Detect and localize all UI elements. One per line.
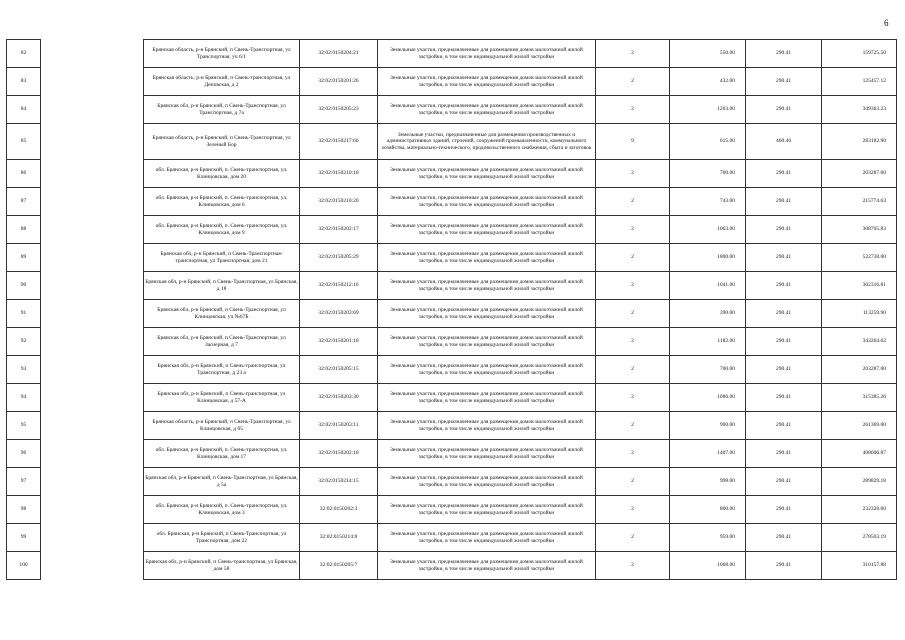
group-cell: 2 — [596, 412, 670, 440]
cadastral-value-cell: 310157.88 — [822, 552, 897, 580]
table-row — [7, 300, 897, 328]
row-number-cell: 94 — [7, 384, 41, 412]
cadastral-value-cell: 278503.19 — [822, 524, 897, 552]
address-cell: Брянская область, р-н Брянский, п Свень-Транспортная, ул Транспортная, уч 6/1 — [144, 40, 300, 68]
address-cell: Брянская обл, р-н Брянский, п Свень-транспортная, ул Клинцовская, д 57-А — [144, 384, 300, 412]
spacer-cell — [41, 552, 144, 580]
address-cell: Брянская обл, р-н Брянский, п Свень-Транспортная, ул Брянская, д 18 — [144, 272, 300, 300]
cadastral-value-cell: 302316.81 — [822, 272, 897, 300]
rate-cell: 290.41 — [746, 356, 822, 384]
spacer-cell — [41, 272, 144, 300]
spacer-cell — [41, 160, 144, 188]
group-cell: 2 — [596, 272, 670, 300]
group-cell: 2 — [596, 96, 670, 124]
cadastral-number-cell: 32:02:0150212:16 — [300, 272, 378, 300]
land-category-cell: Земельные участки, предназначенные для размещения домов малоэтажной жилой застройки, в том числе индивидуальной жилой застройки — [378, 384, 596, 412]
cadastral-value-cell: 203287.00 — [822, 356, 897, 384]
table-row — [7, 160, 897, 188]
row-number-cell: 85 — [7, 124, 41, 160]
address-cell: Брянская обл, р-н Брянский, п Свень-транспортная, ул Транспортная, д 23 а — [144, 356, 300, 384]
rate-cell: 290.41 — [746, 496, 822, 524]
row-number-cell: 99 — [7, 524, 41, 552]
address-cell: обл. Брянская, р-н Брянский, п. Свень-транспортная, ул. Клинцовская, дом 6 — [144, 188, 300, 216]
land-category-cell: Земельные участки, предназначенные для размещения домов малоэтажной жилой застройки, в том числе индивидуальной жилой застройки — [378, 96, 596, 124]
row-number-cell: 86 — [7, 160, 41, 188]
cadastral-number-cell: 32:02:0150204:21 — [300, 40, 378, 68]
area-cell: 743.00 — [670, 188, 746, 216]
rate-cell: 290.41 — [746, 160, 822, 188]
area-cell: 615.00 — [670, 124, 746, 160]
table-row — [7, 440, 897, 468]
table-row — [7, 496, 897, 524]
rate-cell: 290.41 — [746, 96, 822, 124]
rate-cell: 290.41 — [746, 468, 822, 496]
group-cell: 2 — [596, 496, 670, 524]
area-cell: 390.00 — [670, 300, 746, 328]
group-cell: 2 — [596, 440, 670, 468]
row-number-cell: 93 — [7, 356, 41, 384]
land-category-cell: Земельные участки, предназначенные для размещения домов малоэтажной жилой застройки, в том числе индивидуальной жилой застройки — [378, 412, 596, 440]
area-cell: 700.00 — [670, 356, 746, 384]
row-number-cell: 96 — [7, 440, 41, 468]
land-category-cell: Земельные участки, предназначенные для размещения домов малоэтажной жилой застройки, в том числе индивидуальной жилой застройки — [378, 468, 596, 496]
rate-cell: 290.41 — [746, 440, 822, 468]
rate-cell: 290.41 — [746, 412, 822, 440]
cadastral-number-cell: 32:02:0150202:17 — [300, 216, 378, 244]
group-cell: 2 — [596, 328, 670, 356]
group-cell: 2 — [596, 160, 670, 188]
row-number-cell: 82 — [7, 40, 41, 68]
cadastral-number-cell: 32:02:0150217:66 — [300, 124, 378, 160]
rate-cell: 460.46 — [746, 124, 822, 160]
rate-cell: 290.41 — [746, 216, 822, 244]
spacer-cell — [41, 356, 144, 384]
table-row — [7, 272, 897, 300]
table-row — [7, 524, 897, 552]
rate-cell: 290.41 — [746, 40, 822, 68]
address-cell: обл. Брянская, р-н Брянский, п. Свень-транспортная, ул. Клинцовская, дом 9 — [144, 216, 300, 244]
address-cell: Брянская обл, р-н Брянский, п Свень-Транспортная, ул Клинцовская, уч №67Б — [144, 300, 300, 328]
spacer-cell — [41, 440, 144, 468]
table-row — [7, 468, 897, 496]
row-number-cell: 83 — [7, 68, 41, 96]
area-cell: 550.00 — [670, 40, 746, 68]
land-category-cell: Земельные участки, предназначенные для размещения домов малоэтажной жилой застройки, в том числе индивидуальной жилой застройки — [378, 440, 596, 468]
cadastral-value-cell: 113259.90 — [822, 300, 897, 328]
area-cell: 1203.00 — [670, 96, 746, 124]
group-cell: 2 — [596, 356, 670, 384]
cadastral-value-cell: 308705.83 — [822, 216, 897, 244]
land-category-cell: Земельные участки, предназначенные для размещения домов малоэтажной жилой застройки, в том числе индивидуальной жилой застройки — [378, 160, 596, 188]
group-cell: 2 — [596, 468, 670, 496]
cadastral-number-cell: 32:02:0150210:20 — [300, 188, 378, 216]
table-body — [7, 40, 897, 580]
spacer-cell — [41, 496, 144, 524]
row-number-cell: 88 — [7, 216, 41, 244]
table-row — [7, 384, 897, 412]
cadastral-number-cell: 32:02:0150210:18 — [300, 160, 378, 188]
cadastral-value-cell: 289829.18 — [822, 468, 897, 496]
row-number-cell: 87 — [7, 188, 41, 216]
cadastral-value-cell: 215774.63 — [822, 188, 897, 216]
address-cell: Брянская обл, р-н Брянский, п Свень-Транспортная-транспортная, ул Транспортная, дом 21 — [144, 244, 300, 272]
rate-cell: 290.41 — [746, 300, 822, 328]
row-number-cell: 100 — [7, 552, 41, 580]
cadastral-number-cell: 32:02:0150201:26 — [300, 68, 378, 96]
area-cell: 1407.00 — [670, 440, 746, 468]
cadastral-number-cell: 32:02:0150203:30 — [300, 384, 378, 412]
address-cell: Брянская обл, р-н Брянский, п Свень-Транспортная, ул Транспортная, д 7а — [144, 96, 300, 124]
land-category-cell: Земельные участки, предназначенные для размещения домов малоэтажной жилой застройки, в том числе индивидуальной жилой застройки — [378, 356, 596, 384]
cadastral-value-cell: 159725.50 — [822, 40, 897, 68]
spacer-cell — [41, 384, 144, 412]
address-cell: Брянская обл, р-н Брянский, п Свень-транспортная, ул Брянская, дом 58 — [144, 552, 300, 580]
address-cell: Брянская обл, р-н Брянский, п Свень-Транспортная, ул Заозерная, д 7 — [144, 328, 300, 356]
table-row — [7, 216, 897, 244]
group-cell: 2 — [596, 384, 670, 412]
rate-cell: 290.41 — [746, 188, 822, 216]
cadastral-number-cell: 32:02:0150202:3 — [300, 496, 378, 524]
cadastral-number-cell: 32:02:0150202:18 — [300, 440, 378, 468]
cadastral-value-cell: 522738.00 — [822, 244, 897, 272]
cadastral-value-cell: 349363.23 — [822, 96, 897, 124]
cadastral-number-cell: 32:02:0150205:15 — [300, 356, 378, 384]
address-cell: обл. Брянская, р-н Брянский, п. Свень-транспортная, ул. Клинцовская, дом 3 — [144, 496, 300, 524]
cadastral-value-cell: 125457.12 — [822, 68, 897, 96]
land-category-cell: Земельные участки, предназначенные для размещения домов малоэтажной жилой застройки, в том числе индивидуальной жилой застройки — [378, 244, 596, 272]
row-number-cell: 92 — [7, 328, 41, 356]
rate-cell: 290.41 — [746, 272, 822, 300]
cadastral-value-cell: 203287.00 — [822, 160, 897, 188]
area-cell: 1182.00 — [670, 328, 746, 356]
address-cell: обл. Брянская, р-н Брянский, п. Свень-транспортная, ул. Клинцовская, дом 17 — [144, 440, 300, 468]
address-cell: Брянская область, р-н Брянский, п Свень-Транспортная, ул Клинцовская, д 65 — [144, 412, 300, 440]
rate-cell: 290.41 — [746, 244, 822, 272]
land-category-cell: Земельные участки, предназначенные для размещения производственных и административных зданий, строений, сооружений промышленности, коммунального хозяйства, материально-технического, продовольственного снабжения, сбыта и заготовок — [378, 124, 596, 160]
land-category-cell: Земельные участки, предназначенные для размещения домов малоэтажной жилой застройки, в том числе индивидуальной жилой застройки — [378, 216, 596, 244]
table-row — [7, 244, 897, 272]
cadastral-value-cell: 408606.87 — [822, 440, 897, 468]
row-number-cell: 90 — [7, 272, 41, 300]
address-cell: обл. Брянская, р-н Брянский, п. Свень-транспортная, ул. Клинцовская, дом 20 — [144, 160, 300, 188]
cadastral-value-cell: 283182.90 — [822, 124, 897, 160]
rate-cell: 290.41 — [746, 552, 822, 580]
land-category-cell: Земельные участки, предназначенные для размещения домов малоэтажной жилой застройки, в том числе индивидуальной жилой застройки — [378, 300, 596, 328]
area-cell: 800.00 — [670, 496, 746, 524]
rate-cell: 290.41 — [746, 328, 822, 356]
spacer-cell — [41, 216, 144, 244]
group-cell: 2 — [596, 40, 670, 68]
row-number-cell: 89 — [7, 244, 41, 272]
group-cell: 2 — [596, 68, 670, 96]
land-category-cell: Земельные участки, предназначенные для размещения домов малоэтажной жилой застройки, в том числе индивидуальной жилой застройки — [378, 552, 596, 580]
table-row — [7, 68, 897, 96]
spacer-cell — [41, 188, 144, 216]
land-category-cell: Земельные участки, предназначенные для размещения домов малоэтажной жилой застройки, в том числе индивидуальной жилой застройки — [378, 188, 596, 216]
table-row — [7, 328, 897, 356]
group-cell: 9 — [596, 124, 670, 160]
spacer-cell — [41, 300, 144, 328]
cadastral-number-cell: 32:02:0150205:23 — [300, 96, 378, 124]
spacer-cell — [41, 468, 144, 496]
spacer-cell — [41, 328, 144, 356]
spacer-cell — [41, 96, 144, 124]
registry-table — [6, 39, 897, 580]
group-cell: 2 — [596, 300, 670, 328]
row-number-cell: 98 — [7, 496, 41, 524]
spacer-cell — [41, 524, 144, 552]
rate-cell: 290.41 — [746, 384, 822, 412]
land-category-cell: Земельные участки, предназначенные для размещения домов малоэтажной жилой застройки, в том числе индивидуальной жилой застройки — [378, 68, 596, 96]
area-cell: 1800.00 — [670, 244, 746, 272]
land-category-cell: Земельные участки, предназначенные для размещения домов малоэтажной жилой застройки, в том числе индивидуальной жилой застройки — [378, 496, 596, 524]
spacer-cell — [41, 68, 144, 96]
address-cell: Брянская область, р-н Брянский, п Свень-транспортная, ул Деповская, д 2 — [144, 68, 300, 96]
cadastral-number-cell: 32:02:0150201:18 — [300, 328, 378, 356]
rate-cell: 290.41 — [746, 524, 822, 552]
cadastral-number-cell: 32:02:0150214:8 — [300, 524, 378, 552]
cadastral-value-cell: 343264.62 — [822, 328, 897, 356]
group-cell: 2 — [596, 216, 670, 244]
land-category-cell: Земельные участки, предназначенные для размещения домов малоэтажной жилой застройки, в том числе индивидуальной жилой застройки — [378, 40, 596, 68]
cadastral-value-cell: 261369.00 — [822, 412, 897, 440]
area-cell: 900.00 — [670, 412, 746, 440]
area-cell: 1068.00 — [670, 552, 746, 580]
cadastral-value-cell: 232328.00 — [822, 496, 897, 524]
cadastral-number-cell: 32:02:0150205:29 — [300, 244, 378, 272]
address-cell: обл. Брянская, р-н Брянский, п Свень-Транспортная, ул Транспортная, дом 22 — [144, 524, 300, 552]
spacer-cell — [41, 244, 144, 272]
row-number-cell: 97 — [7, 468, 41, 496]
group-cell: 2 — [596, 244, 670, 272]
table-row — [7, 552, 897, 580]
address-cell: Брянская область, р-н Брянский, п Свень-Транспортная, ул Зеленый Бор — [144, 124, 300, 160]
table-row — [7, 96, 897, 124]
area-cell: 432.00 — [670, 68, 746, 96]
rate-cell: 290.41 — [746, 68, 822, 96]
area-cell: 959.00 — [670, 524, 746, 552]
cadastral-number-cell: 32:02:0150203:11 — [300, 412, 378, 440]
land-category-cell: Земельные участки, предназначенные для размещения домов малоэтажной жилой застройки, в том числе индивидуальной жилой застройки — [378, 328, 596, 356]
group-cell: 2 — [596, 552, 670, 580]
cadastral-number-cell: 32:02:0150203:69 — [300, 300, 378, 328]
land-category-cell: Земельные участки, предназначенные для размещения домов малоэтажной жилой застройки, в том числе индивидуальной жилой застройки — [378, 272, 596, 300]
area-cell: 1086.00 — [670, 384, 746, 412]
cadastral-number-cell: 32:02:0150214:15 — [300, 468, 378, 496]
row-number-cell: 84 — [7, 96, 41, 124]
row-number-cell: 95 — [7, 412, 41, 440]
area-cell: 700.00 — [670, 160, 746, 188]
spacer-cell — [41, 40, 144, 68]
row-number-cell: 91 — [7, 300, 41, 328]
spacer-cell — [41, 124, 144, 160]
cadastral-number-cell: 32:02:0150205:7 — [300, 552, 378, 580]
cadastral-value-cell: 315385.26 — [822, 384, 897, 412]
group-cell: 2 — [596, 524, 670, 552]
area-cell: 1041.00 — [670, 272, 746, 300]
group-cell: 2 — [596, 188, 670, 216]
area-cell: 998.00 — [670, 468, 746, 496]
table-row — [7, 188, 897, 216]
table-row — [7, 124, 897, 160]
address-cell: Брянская обл, р-н Брянский, п Свень-Транспортная, ул Брянская, д 5а — [144, 468, 300, 496]
area-cell: 1063.00 — [670, 216, 746, 244]
land-category-cell: Земельные участки, предназначенные для размещения домов малоэтажной жилой застройки, в том числе индивидуальной жилой застройки — [378, 524, 596, 552]
table-row — [7, 40, 897, 68]
table-row — [7, 412, 897, 440]
page-number: 6 — [884, 18, 889, 28]
table-row — [7, 356, 897, 384]
spacer-cell — [41, 412, 144, 440]
